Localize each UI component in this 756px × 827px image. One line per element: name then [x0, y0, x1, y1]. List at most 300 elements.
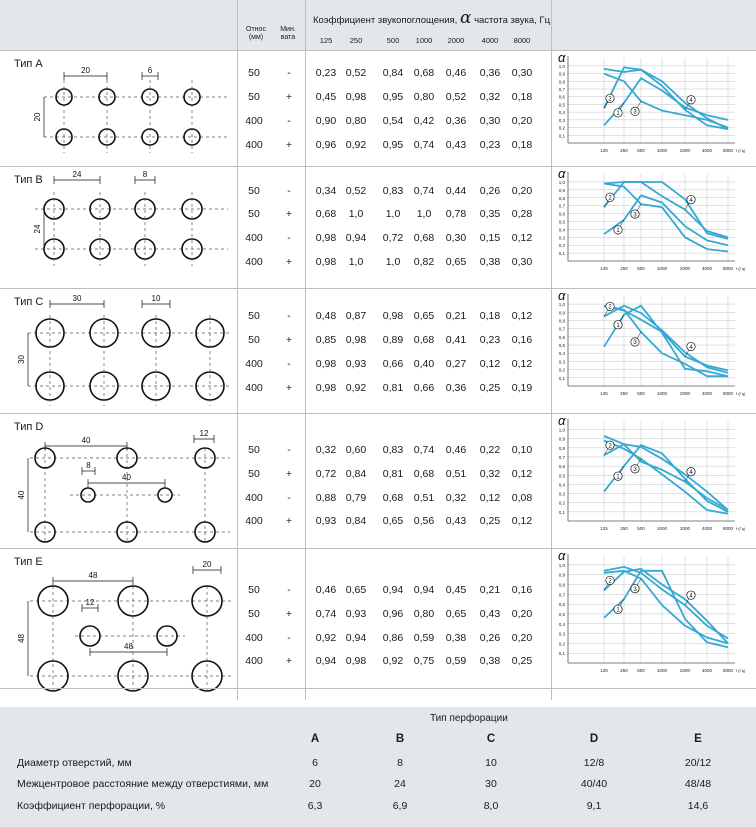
absorption-value: 0,12: [511, 468, 533, 480]
freq-header: 4000: [481, 36, 499, 45]
absorption-value: 0,19: [511, 382, 533, 394]
absorption-value: 0,74: [413, 185, 435, 197]
absorption-value: 0,65: [445, 608, 467, 620]
distance-value: 400: [245, 115, 263, 127]
distance-value: 50: [248, 468, 260, 480]
curve-marker-label: 2: [608, 96, 612, 103]
absorption-value: 0,25: [511, 655, 533, 667]
y-tick-label: 0,3: [558, 631, 565, 637]
absorption-value: 1,0: [385, 208, 401, 220]
curve-marker-label: 1: [616, 323, 620, 330]
absorption-value: 0,20: [511, 632, 533, 644]
distance-value: 50: [248, 310, 260, 322]
absorption-value: 0,10: [511, 444, 533, 456]
absorption-value: 0,12: [511, 515, 533, 527]
y-tick-label: 1,0: [558, 302, 565, 308]
absorption-value: 0,90: [315, 115, 337, 127]
perforation-pattern: [0, 548, 237, 688]
absorption-value: 0,94: [413, 584, 435, 596]
bottom-row-value: 30: [485, 778, 497, 790]
absorption-value: 0,98: [345, 334, 367, 346]
y-tick-label: 0,8: [558, 79, 565, 85]
x-tick-label: 2000: [679, 391, 691, 396]
dimension-label: 24: [33, 224, 42, 234]
distance-value: 400: [245, 492, 263, 504]
absorption-value: 0,23: [315, 67, 337, 79]
absorption-value: 0,44: [445, 185, 467, 197]
absorption-graph: [551, 413, 756, 546]
absorption-value: 0,65: [345, 584, 367, 596]
type-label: Тип А: [14, 58, 43, 70]
x-tick-label: 4000: [701, 391, 713, 396]
distance-value: 50: [248, 208, 260, 220]
absorption-value: 0,86: [382, 632, 404, 644]
absorption-value: 0,74: [315, 608, 337, 620]
x-tick-label: 500: [637, 391, 645, 396]
absorption-value: 0,16: [511, 334, 533, 346]
wool-value: -: [287, 358, 291, 370]
distance-value: 400: [245, 655, 263, 667]
distance-value: 50: [248, 185, 260, 197]
perforation-pattern: [0, 413, 237, 546]
absorption-value: 0,79: [345, 492, 367, 504]
y-tick-label: 0,4: [558, 482, 565, 488]
x-tick-label: 4000: [701, 526, 713, 531]
absorption-value: 0,98: [315, 382, 337, 394]
y-tick-label: 1,0: [558, 427, 565, 433]
x-unit-label: f (Гц): [736, 526, 746, 531]
curve-marker-label: 3: [633, 109, 637, 116]
y-tick-label: 0,8: [558, 195, 565, 201]
section-divider: [0, 688, 756, 689]
dimension-label: 8: [142, 170, 148, 179]
y-tick-label: 0,1: [558, 375, 565, 381]
absorption-value: 1,0: [348, 208, 364, 220]
y-tick-label: 0,7: [558, 455, 565, 460]
dimension-label: 40: [81, 436, 91, 445]
absorption-value: 0,98: [315, 256, 337, 268]
curve-marker-label: 3: [633, 467, 637, 474]
bottom-table-title: Тип перфорации: [430, 713, 508, 724]
distance-value: 400: [245, 256, 263, 268]
hole: [142, 89, 158, 105]
y-tick-label: 0,2: [558, 243, 565, 249]
absorption-value: 0,16: [511, 584, 533, 596]
absorption-value: 0,32: [479, 91, 501, 103]
x-tick-label: 1000: [656, 266, 668, 271]
wool-value: +: [285, 334, 293, 346]
absorption-value: 0,98: [315, 358, 337, 370]
bottom-row-label: Межцентровое расстояние между отверстиями, мм: [17, 778, 269, 790]
y-tick-label: 0,5: [558, 102, 565, 108]
freq-header: 125: [319, 36, 333, 45]
y-tick-label: 0,5: [558, 219, 565, 225]
absorption-value: 0,38: [479, 256, 501, 268]
y-tick-label: 1,0: [558, 63, 565, 69]
absorption-value: 0,15: [479, 232, 501, 244]
y-tick-label: 0,9: [558, 71, 565, 77]
absorption-value: 0,72: [382, 232, 404, 244]
absorption-value: 0,93: [345, 358, 367, 370]
y-tick-label: 1,0: [558, 179, 565, 185]
bottom-row-value: 20/12: [684, 757, 712, 769]
absorption-value: 0,12: [511, 310, 533, 322]
bottom-row-value: 20: [309, 778, 321, 790]
freq-header: 1000: [415, 36, 433, 45]
bottom-row-value: 14,6: [687, 800, 709, 812]
dimension-label: 30: [17, 355, 26, 364]
absorption-value: 0,27: [445, 358, 467, 370]
curve-marker-label: 3: [633, 340, 637, 347]
curve-marker-label: 1: [616, 228, 620, 235]
wool-value: -: [287, 185, 291, 197]
absorption-value: 0,74: [413, 139, 435, 151]
absorption-value: 0,98: [345, 655, 367, 667]
absorption-value: 0,95: [382, 91, 404, 103]
curve-marker-label: 3: [633, 212, 637, 219]
wool-value: -: [287, 492, 291, 504]
curve-marker-label: 2: [608, 443, 612, 450]
type-label: Тип С: [14, 296, 44, 308]
absorption-value: 0,38: [479, 655, 501, 667]
bottom-row-value: 8,0: [483, 800, 499, 812]
absorption-value: 0,65: [445, 256, 467, 268]
x-tick-label: 4000: [701, 266, 713, 271]
distance-value: 400: [245, 232, 263, 244]
x-unit-label: f (Гц): [736, 266, 746, 271]
absorption-value: 0,92: [345, 382, 367, 394]
absorption-value: 0,28: [511, 208, 533, 220]
curve-marker-label: 4: [689, 344, 693, 351]
absorption-value: 0,46: [445, 444, 467, 456]
x-tick-label: 500: [637, 266, 645, 271]
absorption-curve: [604, 436, 728, 510]
y-tick-label: 0,6: [558, 464, 565, 470]
absorption-value: 0,23: [479, 139, 501, 151]
curve-marker-label: 4: [689, 593, 693, 600]
x-tick-label: 8000: [722, 391, 734, 396]
absorption-value: 0,59: [413, 632, 435, 644]
wool-value: -: [287, 115, 291, 127]
x-unit-label: f (Гц): [736, 391, 746, 396]
wool-value: -: [287, 67, 291, 79]
graph-alpha: α: [558, 50, 566, 65]
absorption-value: 0,78: [445, 208, 467, 220]
y-tick-label: 0,6: [558, 602, 565, 608]
absorption-value: 0,36: [479, 67, 501, 79]
absorption-value: 0,12: [511, 358, 533, 370]
wool-value: +: [285, 608, 293, 620]
y-tick-label: 0,2: [558, 500, 565, 506]
dimension-label: 48: [124, 642, 133, 651]
absorption-value: 0,94: [345, 632, 367, 644]
absorption-value: 0,54: [382, 115, 404, 127]
x-tick-label: 4000: [701, 148, 713, 153]
absorption-value: 0,98: [382, 310, 404, 322]
absorption-value: 0,43: [479, 608, 501, 620]
absorption-value: 0,92: [315, 632, 337, 644]
distance-value: 50: [248, 334, 260, 346]
y-tick-label: 0,6: [558, 94, 565, 100]
absorption-value: 0,94: [315, 655, 337, 667]
x-unit-label: f (Гц): [736, 668, 746, 673]
dimension-label: 12: [85, 598, 95, 607]
dimension-label: 10: [151, 294, 161, 303]
absorption-value: 0,75: [413, 655, 435, 667]
col-header-distance: Относ (мм): [246, 26, 266, 41]
wool-value: -: [287, 632, 291, 644]
bottom-row-value: 6,9: [392, 800, 408, 812]
curve-marker-label: 1: [616, 607, 620, 614]
curve-marker-label: 1: [616, 474, 620, 481]
absorption-value: 0,20: [511, 608, 533, 620]
distance-value: 50: [248, 608, 260, 620]
absorption-value: 0,32: [315, 444, 337, 456]
type-label: Тип D: [14, 421, 44, 433]
bottom-row-value: 12/8: [583, 757, 605, 769]
y-tick-label: 0,1: [558, 133, 565, 139]
wool-value: +: [285, 655, 293, 667]
bottom-row-value: 48/48: [684, 778, 712, 790]
y-tick-label: 0,6: [558, 211, 565, 217]
absorption-value: 0,81: [382, 382, 404, 394]
absorption-value: 0,26: [479, 632, 501, 644]
wool-value: +: [285, 515, 293, 527]
y-tick-label: 0,3: [558, 359, 565, 365]
dimension-label: 20: [81, 66, 90, 75]
absorption-value: 0,72: [315, 468, 337, 480]
absorption-value: 0,21: [445, 310, 467, 322]
absorption-value: 0,08: [511, 492, 533, 504]
absorption-value: 0,43: [445, 139, 467, 151]
dimension-label: 30: [72, 294, 82, 303]
x-tick-label: 250: [620, 668, 628, 673]
dimension-label: 48: [88, 571, 98, 580]
absorption-value: 0,30: [445, 232, 467, 244]
x-tick-label: 8000: [722, 526, 734, 531]
absorption-value: 0,43: [445, 515, 467, 527]
x-tick-label: 2000: [679, 668, 691, 673]
x-tick-label: 250: [620, 526, 628, 531]
absorption-value: 0,68: [382, 492, 404, 504]
distance-value: 50: [248, 91, 260, 103]
absorption-value: 0,84: [345, 515, 367, 527]
absorption-value: 0,18: [479, 310, 501, 322]
x-tick-label: 1000: [656, 391, 668, 396]
dimension-label: 12: [199, 429, 209, 438]
absorption-value: 0,74: [413, 444, 435, 456]
curve-marker-label: 4: [689, 98, 693, 105]
curve-marker-label: 2: [608, 578, 612, 585]
x-tick-label: 500: [637, 148, 645, 153]
absorption-value: 0,30: [511, 67, 533, 79]
x-unit-label: f (Гц): [736, 148, 746, 153]
absorption-value: 1,0: [348, 256, 364, 268]
perforation-type-letter: B: [395, 733, 405, 745]
distance-value: 400: [245, 632, 263, 644]
perforation-type-letter: C: [486, 733, 496, 745]
freq-header: 250: [349, 36, 363, 45]
absorption-value: 0,66: [413, 382, 435, 394]
x-tick-label: 500: [637, 526, 645, 531]
x-tick-label: 500: [637, 668, 645, 673]
curve-marker-label: 4: [689, 469, 693, 476]
bottom-row-value: 40/40: [580, 778, 608, 790]
absorption-value: 0,40: [413, 358, 435, 370]
absorption-value: 0,82: [413, 256, 435, 268]
hole: [184, 89, 200, 105]
absorption-value: 0,81: [382, 468, 404, 480]
y-tick-label: 0,7: [558, 87, 565, 92]
graph-alpha: α: [558, 548, 566, 563]
absorption-value: 0,92: [382, 655, 404, 667]
absorption-value: 0,68: [315, 208, 337, 220]
x-tick-label: 8000: [722, 266, 734, 271]
dimension-label: 24: [72, 170, 82, 179]
wool-value: -: [287, 232, 291, 244]
absorption-value: 0,12: [479, 358, 501, 370]
dimension-label: 20: [33, 112, 42, 122]
absorption-value: 0,96: [315, 139, 337, 151]
y-tick-label: 0,3: [558, 235, 565, 241]
graph-alpha: α: [558, 413, 566, 428]
y-tick-label: 0,4: [558, 227, 565, 233]
y-tick-label: 0,1: [558, 251, 565, 257]
wool-value: +: [285, 208, 293, 220]
absorption-graph: [551, 166, 756, 286]
y-tick-label: 0,9: [558, 436, 565, 442]
distance-value: 400: [245, 515, 263, 527]
graph-alpha: α: [558, 288, 566, 303]
y-tick-label: 0,9: [558, 572, 565, 578]
x-tick-label: 2000: [679, 526, 691, 531]
y-tick-label: 0,6: [558, 334, 565, 340]
perforation-type-letter: E: [694, 733, 702, 745]
freq-header: 8000: [513, 36, 531, 45]
x-tick-label: 125: [600, 668, 608, 673]
absorption-value: 0,36: [445, 115, 467, 127]
distance-value: 400: [245, 382, 263, 394]
absorption-value: 1,0: [385, 256, 401, 268]
curve-marker-label: 4: [689, 197, 693, 204]
perforation-type-letter: A: [310, 733, 320, 745]
bottom-row-value: 10: [485, 757, 497, 769]
wool-value: -: [287, 584, 291, 596]
y-tick-label: 0,2: [558, 125, 565, 131]
y-tick-label: 0,7: [558, 592, 565, 598]
bottom-row-label: Коэффициент перфорации, %: [17, 800, 166, 812]
y-tick-label: 0,8: [558, 318, 565, 324]
absorption-value: 0,87: [345, 310, 367, 322]
type-label: Тип В: [14, 174, 43, 186]
absorption-value: 0,93: [345, 608, 367, 620]
absorption-value: 0,46: [445, 67, 467, 79]
absorption-value: 0,21: [479, 584, 501, 596]
wool-value: +: [285, 382, 293, 394]
bottom-row-value: 8: [397, 757, 403, 769]
dimension-label: 40: [122, 473, 131, 482]
x-tick-label: 2000: [679, 266, 691, 271]
curve-marker-label: 2: [608, 304, 612, 311]
bottom-row-value: 6: [312, 757, 318, 769]
absorption-value: 0,35: [479, 208, 501, 220]
distance-value: 50: [248, 444, 260, 456]
curve-marker-label: 3: [633, 586, 637, 593]
absorption-value: 0,83: [382, 444, 404, 456]
absorption-value: 0,34: [315, 185, 337, 197]
bottom-row-label: Диаметр отверстий, мм: [17, 757, 132, 769]
freq-header: 2000: [447, 36, 465, 45]
absorption-value: 0,66: [382, 358, 404, 370]
y-tick-label: 0,2: [558, 367, 565, 373]
absorption-curve: [604, 571, 728, 644]
absorption-value: 0,38: [445, 632, 467, 644]
absorption-value: 0,26: [479, 185, 501, 197]
absorption-value: 0,68: [413, 67, 435, 79]
absorption-value: 0,25: [479, 515, 501, 527]
y-tick-label: 0,9: [558, 310, 565, 316]
absorption-value: 0,84: [345, 468, 367, 480]
absorption-value: 0,51: [413, 492, 435, 504]
absorption-value: 0,80: [413, 91, 435, 103]
x-tick-label: 125: [600, 266, 608, 271]
absorption-value: 0,92: [345, 139, 367, 151]
absorption-value: 0,98: [315, 232, 337, 244]
absorption-value: 0,68: [413, 468, 435, 480]
absorption-value: 0,36: [445, 382, 467, 394]
x-tick-label: 1000: [656, 668, 668, 673]
absorption-value: 0,20: [511, 185, 533, 197]
x-tick-label: 8000: [722, 668, 734, 673]
absorption-value: 0,80: [345, 115, 367, 127]
absorption-value: 0,25: [479, 382, 501, 394]
x-tick-label: 4000: [701, 668, 713, 673]
absorption-value: 0,88: [315, 492, 337, 504]
absorption-value: 0,68: [413, 232, 435, 244]
absorption-value: 0,12: [511, 232, 533, 244]
absorption-value: 0,95: [382, 139, 404, 151]
absorption-value: 0,83: [382, 185, 404, 197]
absorption-value: 0,42: [413, 115, 435, 127]
absorption-value: 0,96: [382, 608, 404, 620]
col-header-wool: Мин. вата: [280, 26, 296, 41]
absorption-value: 0,65: [382, 515, 404, 527]
wool-value: +: [285, 256, 293, 268]
x-tick-label: 125: [600, 148, 608, 153]
absorption-value: 0,85: [315, 334, 337, 346]
absorption-value: 0,30: [479, 115, 501, 127]
dimension-label: 8: [86, 461, 91, 470]
bottom-row-value: 9,1: [586, 800, 602, 812]
absorption-value: 0,93: [315, 515, 337, 527]
x-tick-label: 250: [620, 391, 628, 396]
perforation-pattern: [0, 288, 237, 411]
distance-value: 400: [245, 139, 263, 151]
x-tick-label: 250: [620, 148, 628, 153]
y-tick-label: 0,8: [558, 582, 565, 588]
absorption-value: 0,98: [345, 91, 367, 103]
absorption-value: 0,22: [479, 444, 501, 456]
wool-value: -: [287, 310, 291, 322]
curve-marker-label: 1: [616, 111, 620, 118]
absorption-value: 0,45: [445, 584, 467, 596]
absorption-value: 0,52: [445, 91, 467, 103]
absorption-graph: [551, 288, 756, 411]
absorption-value: 0,60: [345, 444, 367, 456]
dimension-label: 48: [17, 634, 26, 643]
y-tick-label: 0,1: [558, 509, 565, 515]
absorption-value: 0,89: [382, 334, 404, 346]
